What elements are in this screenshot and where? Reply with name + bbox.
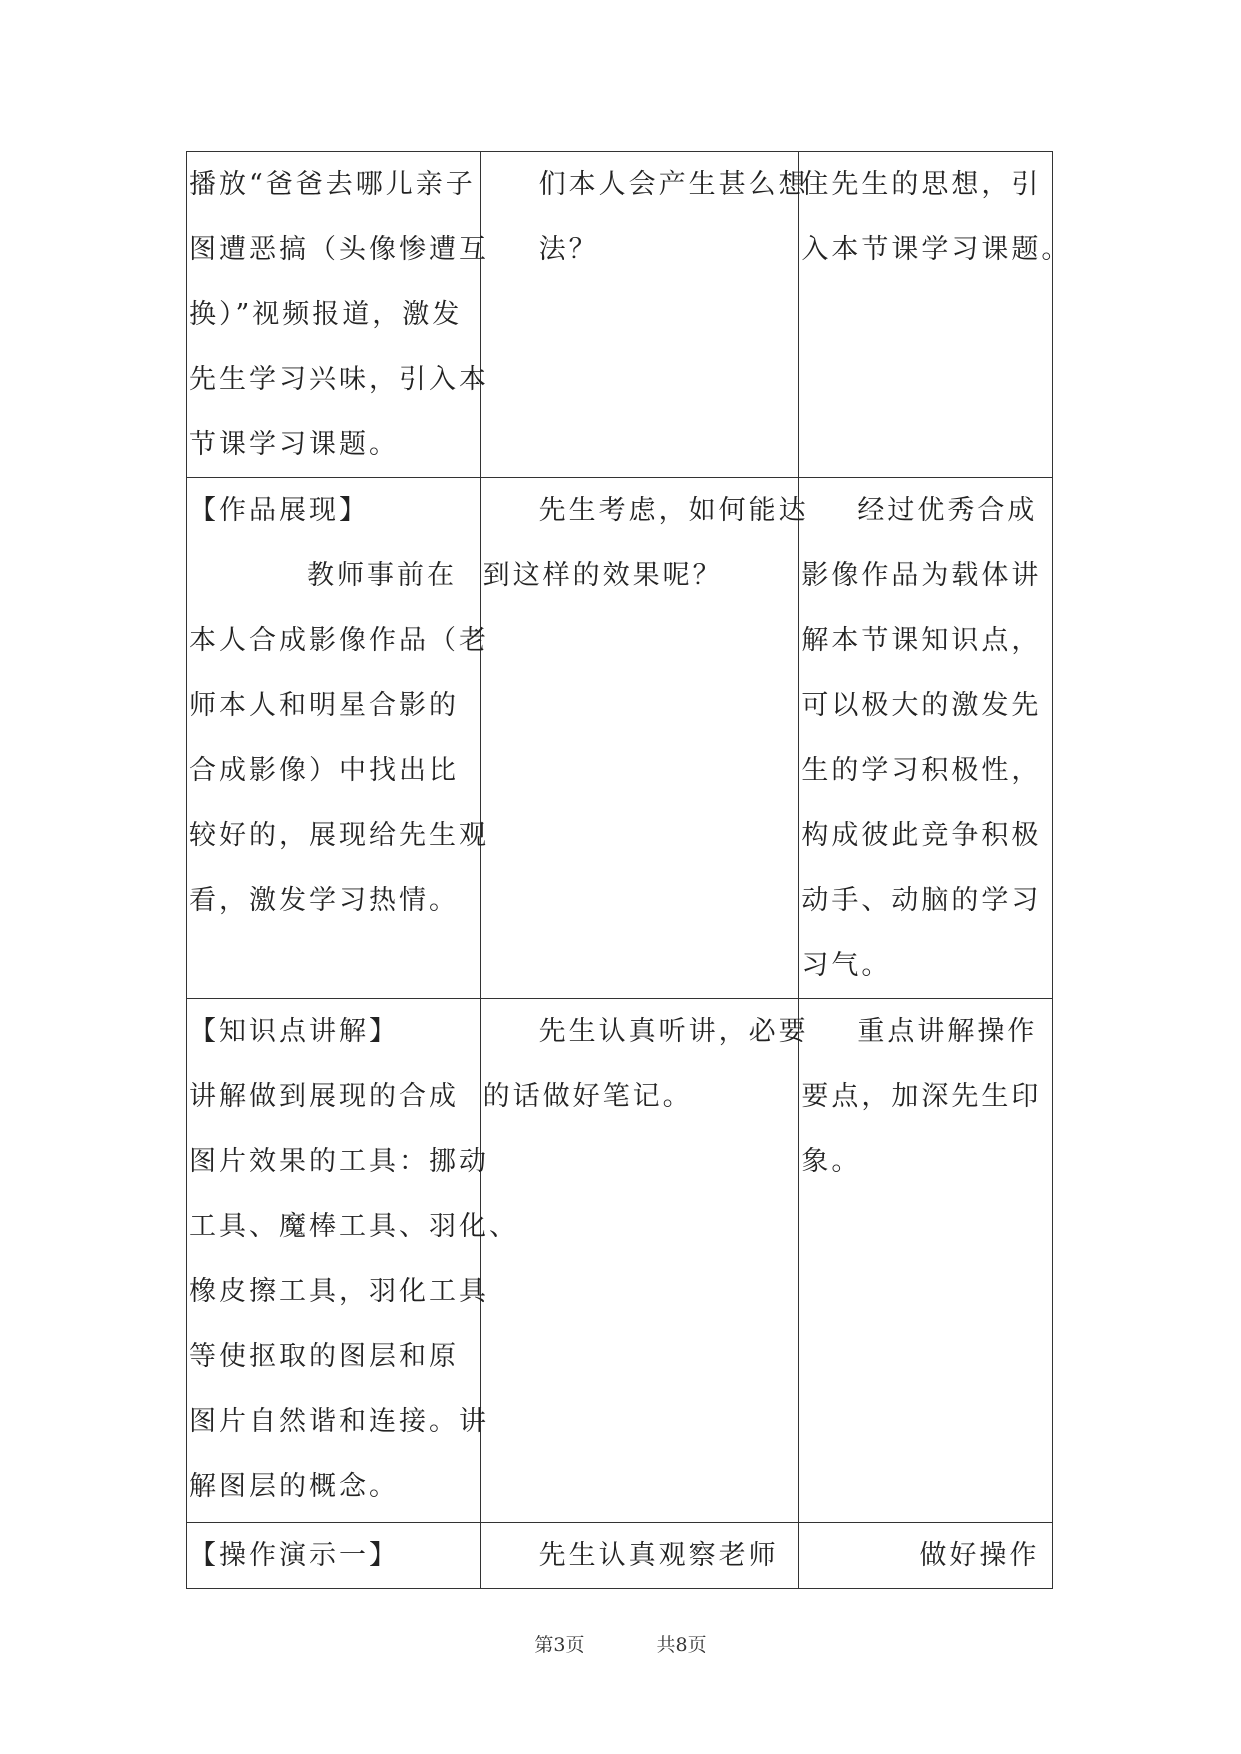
cell-text-line: 入本节课学习课题。 bbox=[801, 234, 1072, 265]
cell-text-line: 可以极大的激发先 bbox=[801, 690, 1042, 721]
cell-text-line: 较好的，展现给先生观 bbox=[189, 820, 489, 851]
cell-text-line: 法？ bbox=[538, 234, 599, 265]
cell-text-line: 习气。 bbox=[801, 950, 892, 981]
cell-text-line: 们本人会产生甚么想 bbox=[538, 169, 809, 200]
table-cell bbox=[799, 999, 1053, 1523]
page-number: 第3页 bbox=[534, 1634, 585, 1656]
table-row bbox=[187, 478, 1053, 999]
table-cell bbox=[187, 478, 489, 999]
cell-text-line: 解图层的概念。 bbox=[189, 1471, 399, 1502]
cell-text-line: 橡皮擦工具，羽化工具 bbox=[189, 1276, 489, 1307]
cell-text-line: 先生考虑，如何能达 bbox=[538, 495, 809, 526]
cell-text-line: 先生认真听讲，必要 bbox=[538, 1016, 809, 1047]
page-total: 共8页 bbox=[656, 1634, 707, 1656]
page-footer bbox=[0, 1630, 1241, 1657]
table-cell bbox=[480, 152, 809, 478]
table-cell bbox=[799, 1523, 1053, 1589]
cell-text-line: 师本人和明星合影的 bbox=[189, 690, 459, 721]
table-cell bbox=[187, 999, 519, 1523]
cell-text-line: 先生认真观察老师 bbox=[538, 1540, 779, 1571]
cell-text-line: 换）”视频报道，激发 bbox=[189, 299, 463, 330]
cell-text-line: 图遭恶搞（头像惨遭互 bbox=[189, 234, 489, 265]
cell-text-line: 住先生的思想，引 bbox=[801, 169, 1042, 200]
table-cell bbox=[799, 152, 1072, 478]
table-row bbox=[187, 999, 1053, 1523]
cell-text-line: 【知识点讲解】 bbox=[189, 1016, 399, 1047]
cell-text-line: 经过优秀合成 bbox=[857, 495, 1038, 526]
cell-text-line: 的话做好笔记。 bbox=[482, 1081, 693, 1112]
cell-text-line: 要点，加深先生印 bbox=[801, 1081, 1042, 1112]
table-cell bbox=[480, 478, 809, 999]
cell-text-line: 做好操作 bbox=[919, 1540, 1040, 1571]
cell-text-line: 【作品展现】 bbox=[189, 495, 369, 526]
cell-text-line: 动手、动脑的学习 bbox=[801, 885, 1042, 916]
cell-text-line: 播放“爸爸去哪儿亲子 bbox=[189, 169, 476, 200]
table-cell bbox=[187, 152, 489, 478]
cell-text-line: 图片效果的工具：挪动 bbox=[189, 1146, 489, 1177]
table-row bbox=[187, 152, 1053, 478]
cell-text-line: 解本节课知识点， bbox=[801, 625, 1042, 656]
cell-text-line: 生的学习积极性， bbox=[801, 755, 1042, 786]
cell-text-line: 工具、魔棒工具、羽化、 bbox=[189, 1211, 519, 1242]
cell-text-line: 看，激发学习热情。 bbox=[189, 885, 459, 916]
cell-text-line: 先生学习兴味，引入本 bbox=[189, 364, 489, 395]
cell-text-line: 等使抠取的图层和原 bbox=[189, 1341, 459, 1372]
cell-text-line: 到这样的效果呢？ bbox=[482, 560, 723, 591]
cell-text-line: 影像作品为载体讲 bbox=[801, 560, 1042, 591]
cell-text-line: 图片自然谐和连接。讲 bbox=[189, 1406, 489, 1437]
table-cell bbox=[187, 1523, 481, 1589]
cell-text-line: 教师事前在 bbox=[307, 560, 457, 591]
table-cell bbox=[799, 478, 1053, 999]
cell-text-line: 节课学习课题。 bbox=[189, 429, 399, 460]
cell-text-line: 构成彼此竞争积极 bbox=[801, 820, 1042, 851]
cell-text-line: 讲解做到展现的合成 bbox=[189, 1081, 459, 1112]
table-cell bbox=[480, 999, 809, 1523]
table-row bbox=[187, 1523, 1053, 1589]
table-cell bbox=[480, 1523, 799, 1589]
cell-text-line: 象。 bbox=[801, 1146, 862, 1177]
cell-text-line: 重点讲解操作 bbox=[857, 1016, 1038, 1047]
lesson-plan-table bbox=[186, 151, 1072, 1589]
cell-text-line: 合成影像）中找出比 bbox=[189, 755, 459, 786]
cell-text-line: 【操作演示一】 bbox=[189, 1540, 399, 1571]
cell-text-line: 本人合成影像作品（老 bbox=[189, 625, 489, 656]
